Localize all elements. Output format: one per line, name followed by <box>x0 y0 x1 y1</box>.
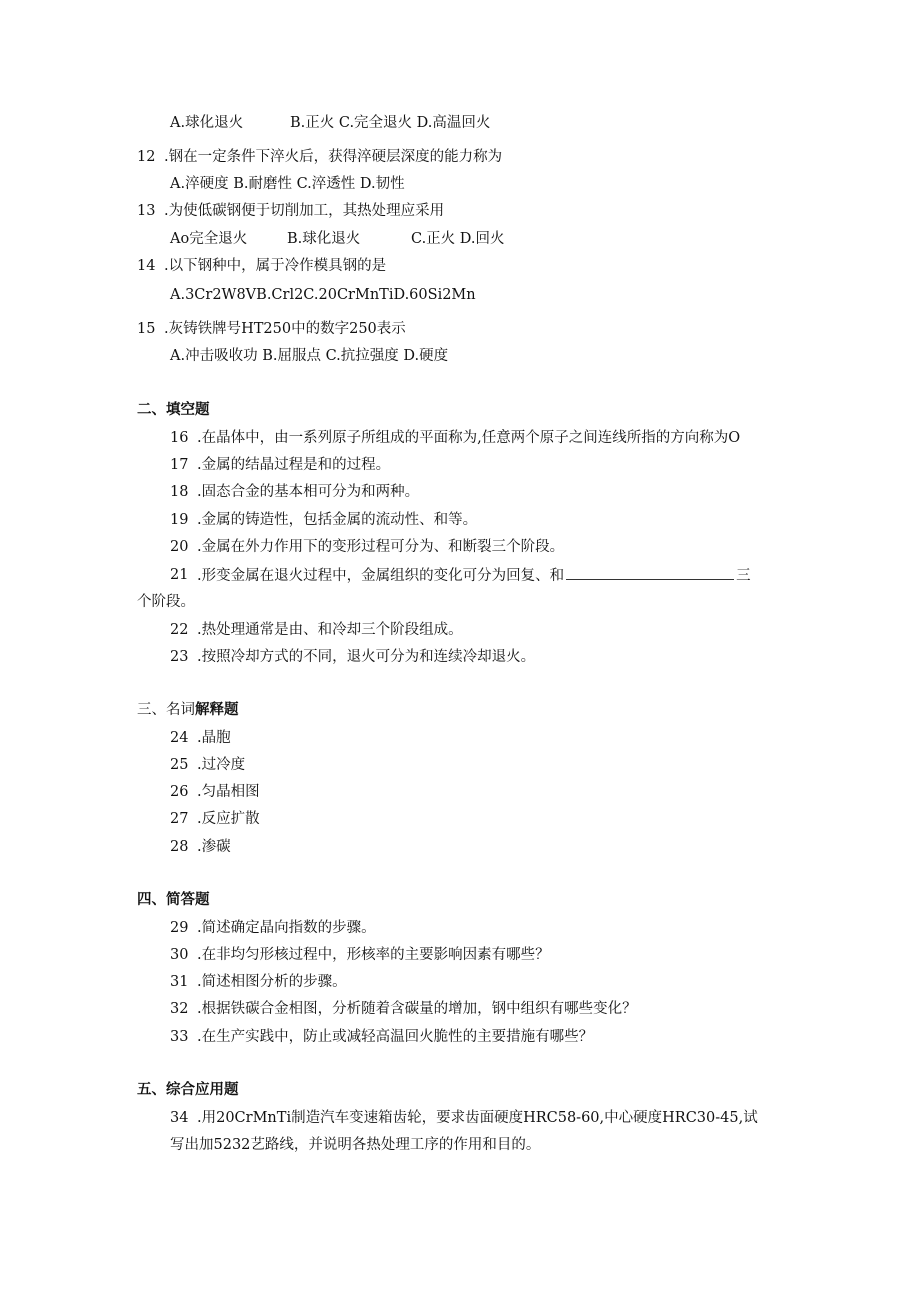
q30-text: .在非均匀形核过程中，形核率的主要影响因素有哪些？ <box>197 947 550 963</box>
q31-number: 31 <box>170 974 189 990</box>
q22-number: 22 <box>170 622 189 638</box>
q13-number: 13 <box>137 203 156 219</box>
q13-option-a: Ao完全退火 <box>170 231 248 247</box>
q27-number: 27 <box>170 811 189 827</box>
q21-blank <box>566 565 734 580</box>
section-label: 四、简答题 <box>137 891 210 908</box>
section-title-application <box>137 1080 239 1100</box>
q28-number: 28 <box>170 839 189 855</box>
q15-number: 15 <box>137 321 156 337</box>
section-label: 五、综合应用题 <box>137 1081 239 1098</box>
q14-text: .以下钢种中，属于冷作模具钢的是 <box>164 258 387 274</box>
q20-number: 20 <box>170 539 189 555</box>
q32-number: 32 <box>170 1001 189 1017</box>
q32-text: .根据铁碳合金相图，分析随着含碳量的增加，钢中组织有哪些变化？ <box>197 1001 637 1017</box>
q30-number: 30 <box>170 947 189 963</box>
q16-text: .在晶体中，由一系列原子所组成的平面称为,任意两个原子之间连线所指的方向称为O <box>197 430 741 446</box>
q18-number: 18 <box>170 484 189 500</box>
q20-text: .金属在外力作用下的变形过程可分为、和断裂三个阶段。 <box>197 539 565 555</box>
q18-text: .固态合金的基本相可分为和两种。 <box>197 484 420 500</box>
q16-number: 16 <box>170 430 189 446</box>
q31-text: .简述相图分析的步骤。 <box>197 974 347 990</box>
q15-options: A.冲击吸收功 B.屈服点 C.抗拉强度 D.硬度 <box>170 348 449 364</box>
q34-text: .用20CrMnTi制造汽车变速箱齿轮，要求齿面硬度HRC58-60,中心硬度HRC30-45,试 <box>197 1110 758 1126</box>
section-title-fill-blank <box>137 400 210 420</box>
q15-text: .灰铸铁牌号HT250中的数字250表示 <box>164 321 406 337</box>
q21-line <box>197 565 751 586</box>
q24-number: 24 <box>170 730 189 746</box>
q26-text: .匀晶相图 <box>197 784 260 800</box>
q21-tail: 三 <box>736 568 751 584</box>
q11-options-bcd: B.正火 C.完全退火 D.高温回火 <box>290 115 491 131</box>
q21-text: .形变金属在退火过程中，金属组织的变化可分为回复、和 <box>197 568 565 584</box>
q23-text: .按照冷却方式的不同，退火可分为和连续冷却退火。 <box>197 649 536 665</box>
section-number: 三、名词 <box>137 702 195 718</box>
q21-continuation: 个阶段。 <box>137 594 195 610</box>
q33-text: .在生产实践中，防止或减轻高温回火脆性的主要措施有哪些？ <box>197 1029 594 1045</box>
q13-option-b: B.球化退火 <box>287 231 361 247</box>
section-number: 二、 <box>137 401 166 418</box>
q34-number: 34 <box>170 1110 189 1126</box>
section-title-short-answer <box>137 890 210 910</box>
q34-continuation: 写出加5232艺路线，并说明各热处理工序的作用和目的。 <box>170 1137 541 1153</box>
q26-number: 26 <box>170 784 189 800</box>
q21-number: 21 <box>170 567 189 583</box>
q17-text: .金属的结晶过程是和的过程。 <box>197 457 391 473</box>
q24-text: .晶胞 <box>197 730 231 746</box>
q23-number: 23 <box>170 649 189 665</box>
q22-text: .热处理通常是由、和冷却三个阶段组成。 <box>197 622 463 638</box>
q29-number: 29 <box>170 920 189 936</box>
q14-number: 14 <box>137 258 156 274</box>
q13-option-cd: C.正火 D.回火 <box>411 231 505 247</box>
q19-text: .金属的铸造性，包括金属的流动性、和等。 <box>197 512 478 528</box>
section-label: 解释题 <box>195 701 239 718</box>
q12-options: A.淬硬度 B.耐磨性 C.淬透性 D.韧性 <box>170 176 405 192</box>
q25-text: .过冷度 <box>197 757 246 773</box>
q11-option-a: A.球化退火 <box>170 115 244 131</box>
q13-text: .为使低碳钢便于切削加工，其热处理应采用 <box>164 203 445 219</box>
q12-text: .钢在一定条件下淬火后，获得淬硬层深度的能力称为 <box>164 149 503 165</box>
q14-options: A.3Cr2W8VB.Crl2C.20CrMnTiD.60Si2Mn <box>170 287 476 303</box>
q33-number: 33 <box>170 1029 189 1045</box>
q25-number: 25 <box>170 757 189 773</box>
q28-text: .渗碳 <box>197 839 231 855</box>
q17-number: 17 <box>170 457 189 473</box>
section-label: 填空题 <box>166 401 210 418</box>
q19-number: 19 <box>170 512 189 528</box>
q29-text: .简述确定晶向指数的步骤。 <box>197 920 376 936</box>
section-title-terms <box>137 700 239 720</box>
q12-number: 12 <box>137 149 156 165</box>
q27-text: .反应扩散 <box>197 811 260 827</box>
